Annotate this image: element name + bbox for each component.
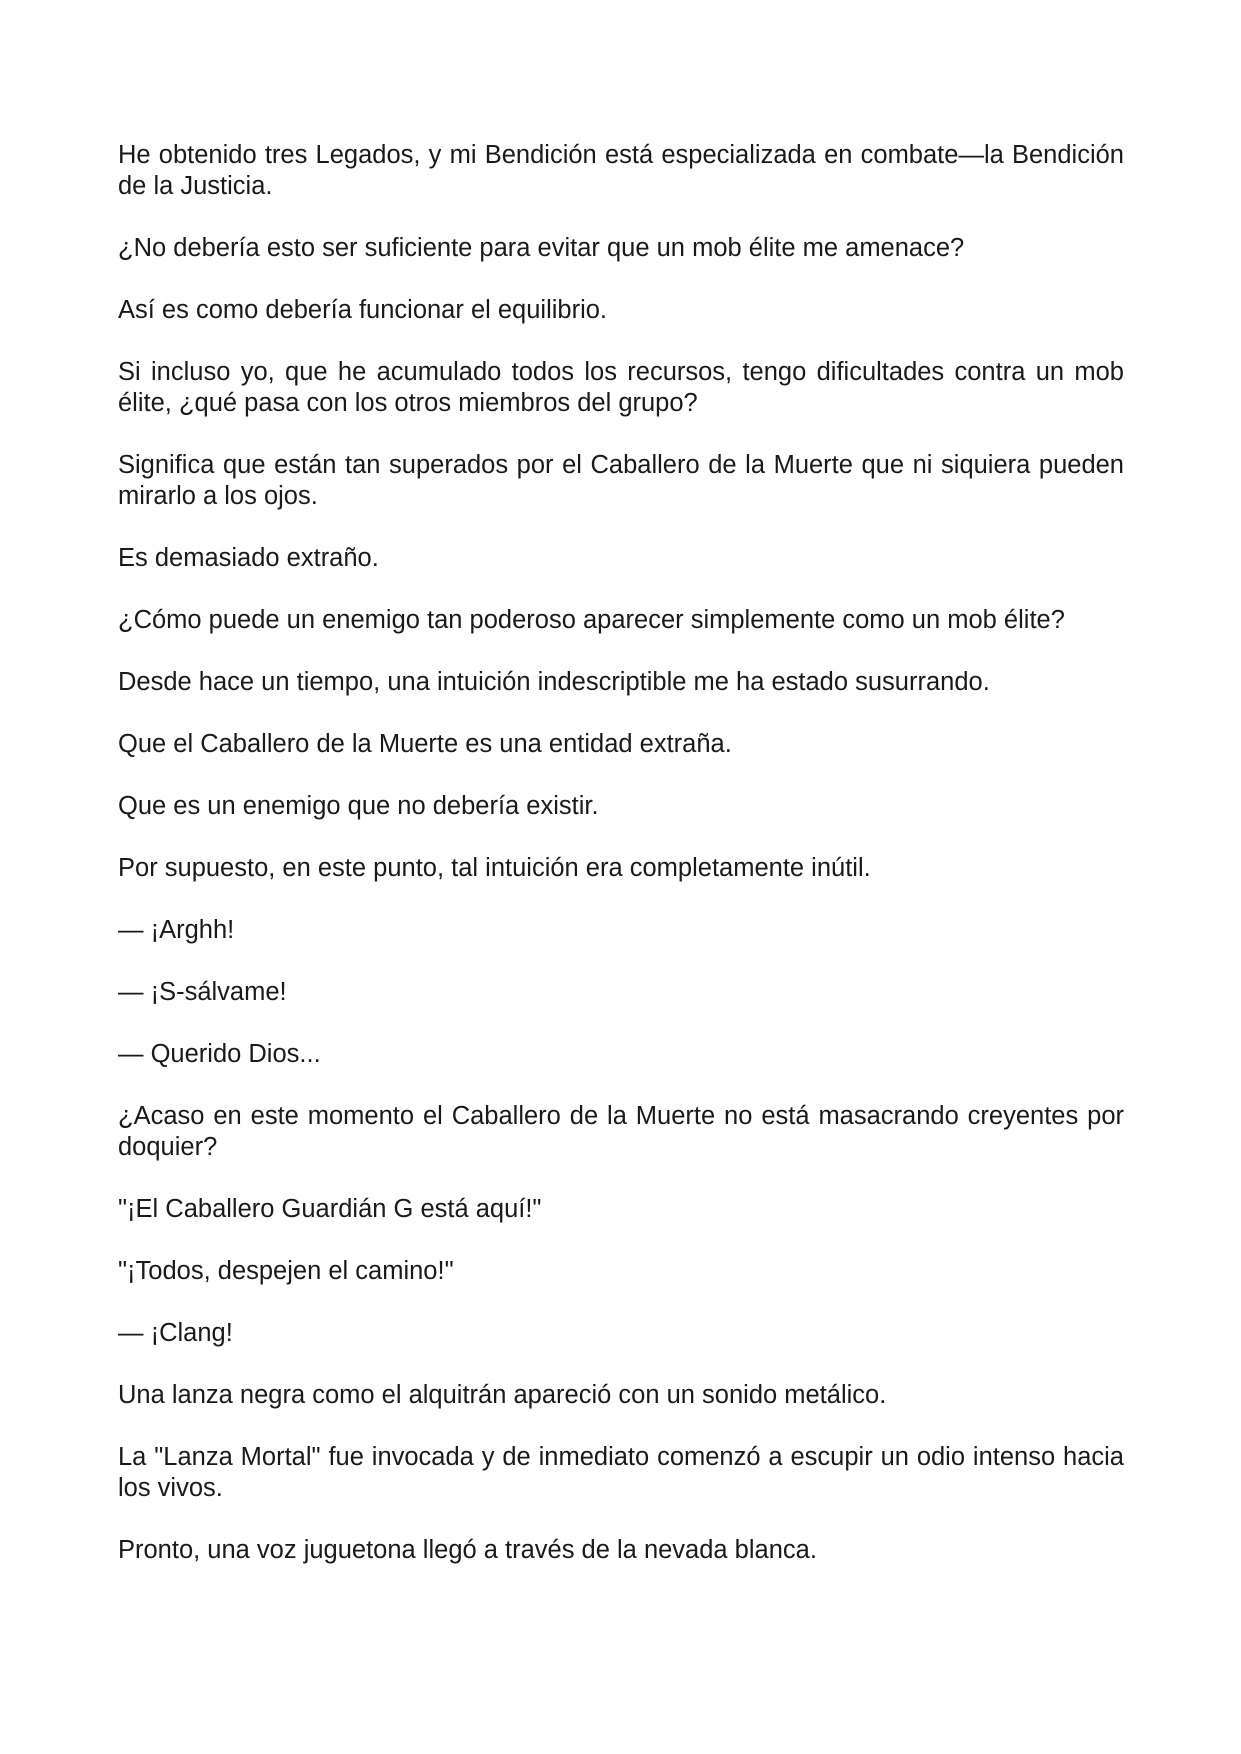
paragraph: Es demasiado extraño. [118, 544, 379, 572]
paragraph: ¿Cómo puede un enemigo tan poderoso aparecer simplemente como un mob élite? [118, 606, 1065, 634]
paragraph: Que el Caballero de la Muerte es una entidad extraña. [118, 730, 732, 758]
paragraph: Una lanza negra como el alquitrán apareció con un sonido metálico. [118, 1381, 887, 1409]
paragraph: Que es un enemigo que no debería existir. [118, 792, 599, 820]
paragraph: Desde hace un tiempo, una intuición indescriptible me ha estado susurrando. [118, 668, 990, 696]
paragraph: He obtenido tres Legados, y mi Bendición está especializada en combate—la Bendición de la Justicia. [118, 141, 1124, 200]
dialogue-line: — ¡Clang! [118, 1319, 233, 1347]
paragraph: Pronto, una voz juguetona llegó a través de la nevada blanca. [118, 1536, 817, 1564]
document-body [118, 140, 1124, 1597]
paragraph: Significa que están tan superados por el Caballero de la Muerte que ni siquiera pueden mirarlo a los ojos. [118, 451, 1124, 510]
quoted-line: "¡El Caballero Guardián G está aquí!" [118, 1195, 542, 1223]
dialogue-line: — ¡S-sálvame! [118, 978, 287, 1006]
paragraph: Si incluso yo, que he acumulado todos los recursos, tengo dificultades contra un mob élite, ¿qué pasa con los otros miembros del grupo? [118, 358, 1124, 417]
paragraph: ¿No debería esto ser suficiente para evitar que un mob élite me amenace? [118, 234, 965, 262]
paragraph: Así es como debería funcionar el equilibrio. [118, 296, 608, 324]
paragraph: ¿Acaso en este momento el Caballero de la Muerte no está masacrando creyentes por doquier? [118, 1102, 1124, 1161]
dialogue-line: — ¡Arghh! [118, 916, 235, 944]
paragraph: Por supuesto, en este punto, tal intuición era completamente inútil. [118, 854, 871, 882]
dialogue-line: — Querido Dios... [118, 1040, 321, 1068]
quoted-line: "¡Todos, despejen el camino!" [118, 1257, 454, 1285]
paragraph: La "Lanza Mortal" fue invocada y de inmediato comenzó a escupir un odio intenso hacia los vivos. [118, 1443, 1124, 1502]
